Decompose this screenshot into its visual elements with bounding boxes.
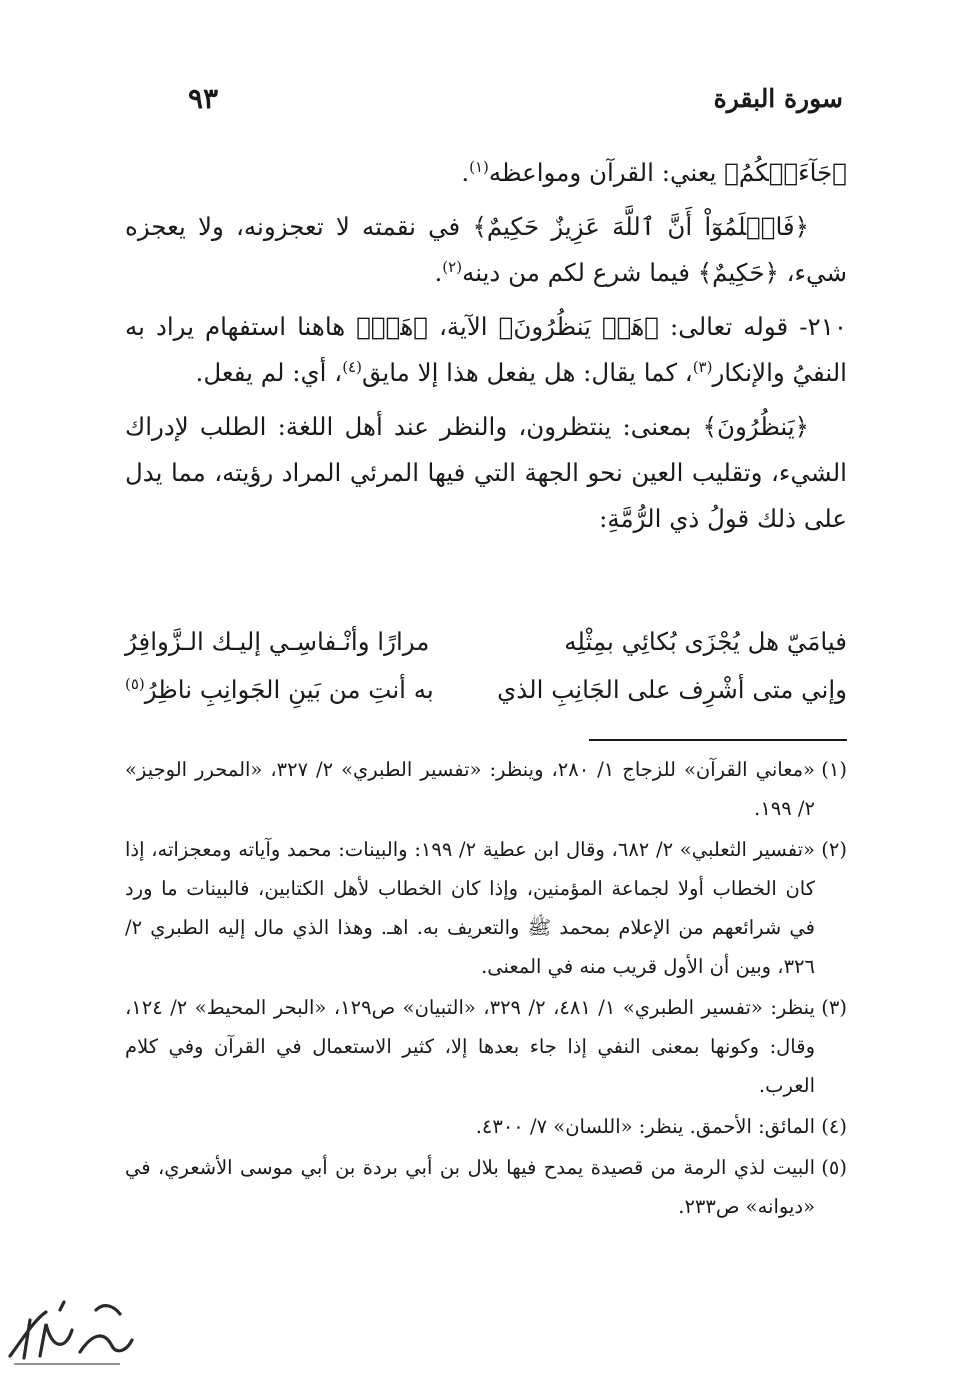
quran-quote: ﴿هَلۡ﴾ <box>356 312 428 341</box>
text-run: . <box>434 258 443 287</box>
text-run: في نقمته لا تعجزونه، ولا يعجزه شيء، <box>125 212 847 287</box>
text-run: هاهنا استفهام يراد به النفيُ والإنكار <box>125 312 847 387</box>
verse-first-hemistich: وإني متى أشْرِف على الجَانِبِ الذي <box>497 675 847 704</box>
footnote-ref: (٤) <box>342 357 362 376</box>
page-number: ٩٣ <box>188 82 219 115</box>
footnote-number: (٢) <box>821 838 847 861</box>
footnote-text: المائق: الأحمق. ينظر: «اللسان» ٧/ ٤٣٠٠. <box>475 1115 815 1138</box>
paragraph-4 <box>125 404 847 542</box>
quran-quote: ﴿فَاعۡلَمُوٓاْ أَنَّ ٱللَّهَ عَزِيزٌ حَكِيمٌ﴾ <box>472 212 809 241</box>
footnote-text: البيت لذي الرمة من قصيدة يمدح فيها بلال بن أبي بردة بن أبي موسى الأشعري، في «ديوانه» ص٢٣٣. <box>125 1156 815 1218</box>
footnote-number: (٤) <box>821 1115 847 1138</box>
footnote <box>125 750 847 828</box>
text-run: ٢١٠- قوله تعالى: <box>659 312 848 341</box>
paragraph-3 <box>125 304 847 396</box>
page-header <box>118 84 843 124</box>
verse-second-hemistich: مرارًا وأنْـفاسِـي إليـك الـزَّوافِرُ <box>125 627 430 656</box>
quran-quote: ﴿يَنظُرُونَ﴾ <box>702 412 809 441</box>
footnote-ref: (١) <box>469 157 489 176</box>
footnote-number: (٣) <box>821 996 847 1019</box>
hemistich-text: به أنتِ من بَينِ الجَوانِبِ ناظِرُ <box>144 675 434 704</box>
footnote-ref: (٣) <box>692 357 713 376</box>
text-run: فيما شرع لكم من دينه <box>462 258 698 287</box>
footnote-text: «تفسير الثعلبي» ٢/ ٦٨٢، وقال ابن عطية ٢/ ١٩٩: والبينات: محمد وآياته ومعجزاته، إذا كان الخطاب أولا لجماعة المؤمنين، وإذا كان الخطاب لأهل الكتابين، فالبينات ما ورد في شرائعهم من الإعلام بمحمد ﷺ والتعريف به. اهـ. وهذا الذي مال إليه الطبري ٢/ ٣٢٦، وبين أن الأول قريب منه في المعنى. <box>125 838 815 978</box>
publisher-logo <box>0 1290 150 1370</box>
quran-quote: ﴿حَكِيمٌ﴾ <box>697 258 779 287</box>
text-run: يعني: القرآن ومواعظه <box>488 158 725 187</box>
verse-second-hemistich <box>125 666 434 714</box>
verse-first-hemistich: فيامَيّ هل يُجْزَى بُكائِي بمِثْلِه <box>564 627 847 656</box>
poem-verse <box>125 666 847 714</box>
footnote-separator <box>589 739 847 741</box>
text-run: . <box>461 158 470 187</box>
footnote <box>125 988 847 1105</box>
text-run: الآية، <box>427 312 499 341</box>
text-run: ، كما يقال: هل يفعل هذا إلا مايق <box>361 358 693 387</box>
footnote-text: «معاني القرآن» للزجاج ١/ ٢٨٠، وينظر: «تفسير الطبري» ٢/ ٣٢٧، «المحرر الوجيز» ٢/ ١٩٩. <box>125 758 815 820</box>
text-run: ، أي: لم يفعل. <box>195 358 343 387</box>
footnote-text: ينظر: «تفسير الطبري» ١/ ٤٨١، ٢/ ٣٢٩، «التبيان» ص١٢٩، «البحر المحيط» ٢/ ١٢٤، وقال: وكونها بمعنى النفي إذا جاء بعدها إلا، كثير الاستعمال في القرآن وفي كلام العرب. <box>125 996 815 1097</box>
footnotes <box>125 750 847 1228</box>
footnote-number: (١) <box>821 758 847 781</box>
poem <box>125 618 847 714</box>
footnote-ref: (٥) <box>125 674 145 693</box>
paragraph-1 <box>125 150 847 196</box>
text-run: بمعنى: ينتظرون، والنظر عند أهل اللغة: الطلب لإدراك الشيء، وتقليب العين نحو الجهة التي فيها المرئي المراد رؤيته، مما يدل على ذلك قولُ ذي الرُّمَّةِ: <box>125 412 847 533</box>
quran-quote: ﴿هَلۡ يَنظُرُونَ﴾ <box>498 312 660 341</box>
footnote-ref: (٢) <box>442 257 463 276</box>
footnote <box>125 1148 847 1226</box>
surah-title: سورة البقرة <box>713 84 843 113</box>
footnote <box>125 1107 847 1146</box>
poem-verse <box>125 618 847 666</box>
footnote <box>125 830 847 986</box>
paragraph-2 <box>125 204 847 296</box>
quran-quote: ﴿جَآءَتۡكُمُ﴾ <box>724 158 847 187</box>
footnote-number: (٥) <box>821 1156 847 1179</box>
main-text <box>125 150 847 550</box>
